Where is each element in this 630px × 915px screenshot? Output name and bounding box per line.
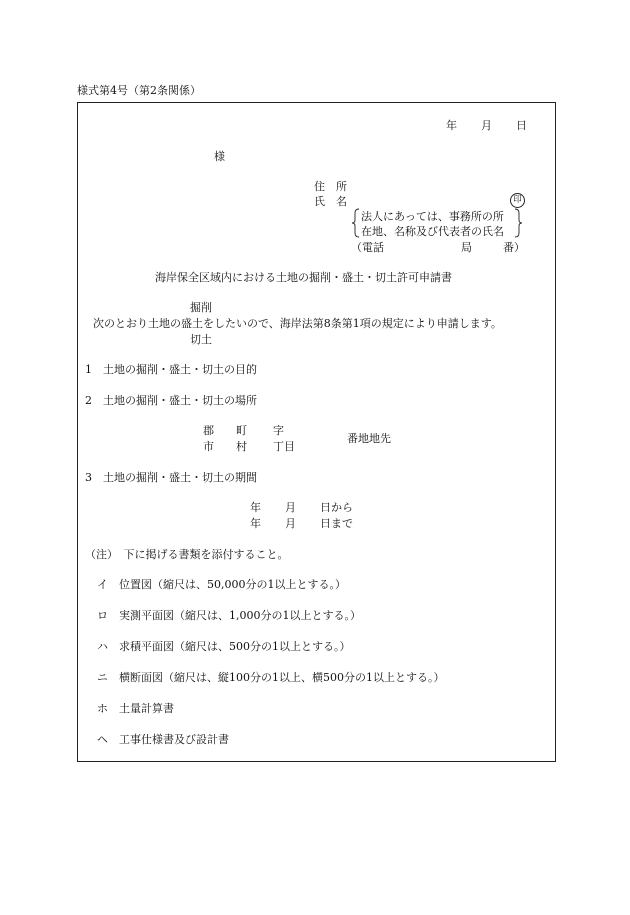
period-to-day: 日まで [320,517,353,530]
addressee-honorific: 様 [214,150,225,163]
item-purpose: 1 土地の掘削・盛土・切土の目的 [85,363,257,376]
period-from-year: 年 [250,501,261,514]
date-month-label: 月 [481,119,492,132]
location-chome: 丁目 [273,440,295,453]
note-item: ヘ 工事仕様書及び設計書 [97,733,229,746]
note-item: ニ 横断面図（縮尺は、縦100分の1以上、横500分の1以上とする。） [97,671,445,684]
item-location: 2 土地の掘削・盛土・切土の場所 [85,394,257,407]
location-banchi: 番地地先 [347,432,391,445]
period-to-year: 年 [250,517,261,530]
note-item: ロ 実測平面図（縮尺は、1,000分の1以上とする。） [97,609,361,622]
phone-open: （電話 [351,241,384,254]
note-item: イ 位置図（縮尺は、50,000分の1以上とする。） [97,578,346,591]
notes-heading: （注） 下に掲げる書類を添付すること。 [85,548,289,561]
period-from-month: 月 [285,501,296,514]
location-mura: 村 [236,440,247,453]
request-option-excavation: 掘削 [190,301,212,314]
address-label: 住 所 [314,180,347,193]
date-day-label: 日 [516,119,527,132]
location-aza: 字 [273,424,284,437]
phone-close: 番） [503,241,525,254]
corporate-note-line1: 法人にあっては、事務所の所 [361,210,504,223]
period-to-month: 月 [285,517,296,530]
document-title: 海岸保全区域内における土地の掘削・盛土・切土許可申請書 [155,271,452,284]
note-item: ホ 土量計算書 [97,702,174,715]
form-number: 様式第4号（第2条関係） [77,84,201,97]
request-option-cutting: 切土 [190,333,212,346]
item-period: 3 土地の掘削・盛土・切土の期間 [85,471,257,484]
seal-mark: 印 [510,193,525,208]
request-sentence: 次のとおり土地の盛土をしたいので、海岸法第8条第1項の規定により申請します。 [93,317,502,330]
period-from-day: 日から [320,501,353,514]
location-shi: 市 [203,440,214,453]
name-label: 氏 名 [314,195,347,208]
location-gun: 郡 [203,424,214,437]
phone-exchange: 局 [461,241,472,254]
date-year-label: 年 [446,119,457,132]
location-machi: 町 [236,424,247,437]
corporate-note-line2: 在地、名称及び代表者の氏名 [361,225,504,238]
note-item: ハ 求積平面図（縮尺は、500分の1以上とする。） [97,640,351,653]
